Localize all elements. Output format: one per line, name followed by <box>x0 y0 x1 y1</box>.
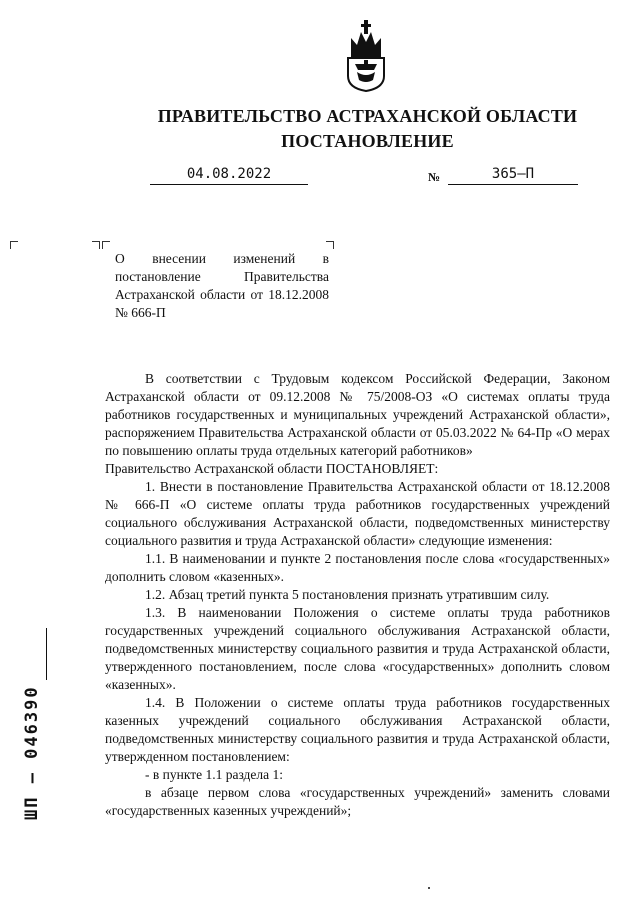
document-type-title: ПОСТАНОВЛЕНИЕ <box>281 131 454 151</box>
government-title: ПРАВИТЕЛЬСТВО АСТРАХАНСКОЙ ОБЛАСТИ <box>157 106 578 126</box>
document-subject: О внесении изменений в постановление Правительства Астраханской области от 18.12.2008 № 666-П <box>115 251 329 320</box>
body-paragraph: в абзаце первом слова «государственных учреждений» заменить словами «государственных казенных учреждений»; <box>105 785 610 818</box>
body-paragraph: 1.2. Абзац третий пункта 5 постановления признать утратившим силу. <box>145 587 550 602</box>
margin-line <box>46 628 47 680</box>
body-paragraph: - в пункте 1.1 раздела 1: <box>145 767 284 782</box>
date-underline <box>150 184 308 185</box>
coat-of-arms-emblem <box>343 18 389 92</box>
body-paragraph: 1.4. В Положении о системе оплаты труда работников государственных казенных учреждений социального обслуживания Астраханской области, подведомственных министерству социального развития и труда Астраханской области, утвержденном постановлением: <box>105 695 610 764</box>
body-paragraph: Правительство Астраханской области ПОСТАНОВЛЯЕТ: <box>105 461 439 476</box>
body-paragraph: 1.3. В наименовании Положения о системе оплаты труда работников государственных учреждений социального обслуживания Астраханской области, подведомственных министерству социального развития и труда Астраханской области, утвержденного постановлением, после слова «государственных» дополнить словом «казенных». <box>105 605 610 692</box>
page-dot <box>428 887 430 889</box>
document-body <box>105 370 610 820</box>
corner-mark-subject-left-2 <box>102 241 110 249</box>
number-underline <box>448 184 578 185</box>
body-paragraph: В соответствии с Трудовым кодексом Российской Федерации, Законом Астраханской области от 09.12.2008 № 75/2008-ОЗ «О системах оплаты труда работников государственных и муниципальных учреждений Астраханской области», распоряжением Правительства Астраханской области от 05.03.2022 № 64-Пр «О мерах по повышению оплаты труда отдельных категорий работников» <box>105 371 610 458</box>
corner-mark-subject-right <box>326 241 334 249</box>
document-date: 04.08.2022 <box>186 166 272 182</box>
number-sign: № <box>428 170 441 184</box>
body-paragraph: 1.1. В наименовании и пункте 2 постановления после слова «государственных» дополнить словом «казенных». <box>105 551 610 584</box>
corner-mark-subject-left <box>92 241 100 249</box>
document-number: 365–П <box>491 166 535 182</box>
form-serial-number: ШП – 046390 <box>22 685 42 820</box>
body-paragraph: 1. Внести в постановление Правительства Астраханской области от 18.12.2008 № 666-П «О системе оплаты труда работников государственных учреждений социального обслуживания Астраханской области, подведомственных министерству социального развития и труда Астраханской области» следующие изменения: <box>105 479 610 548</box>
corner-mark-top-left <box>10 241 18 249</box>
